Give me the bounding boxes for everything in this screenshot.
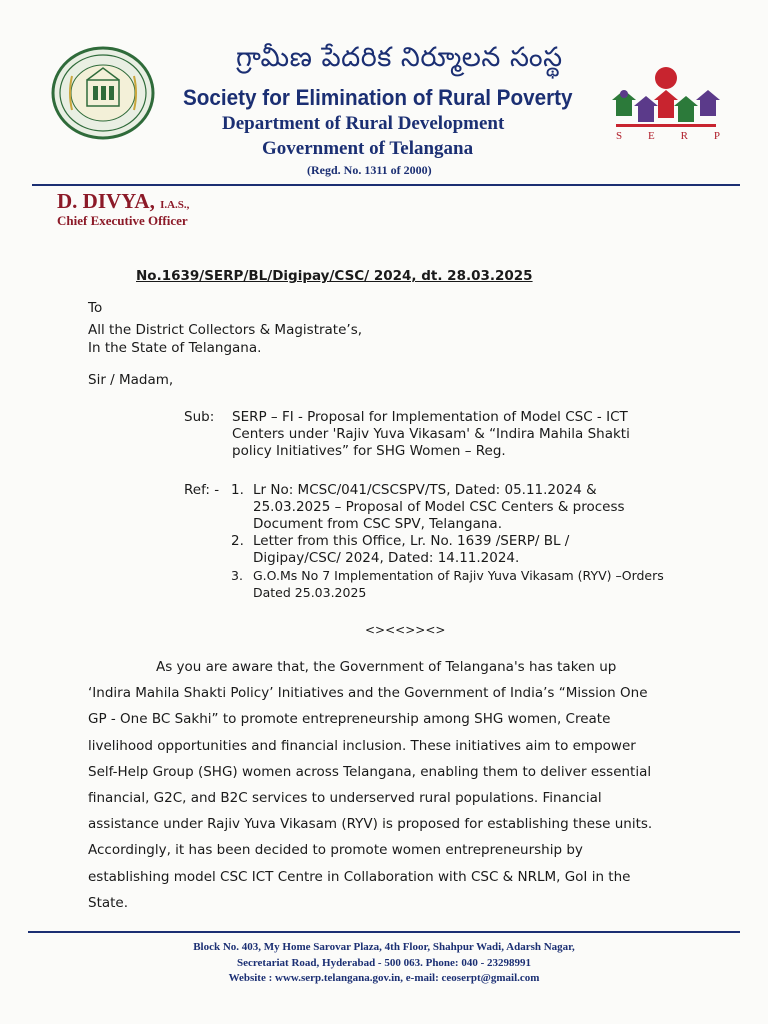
reference-line: G.O.Ms No 7 Implementation of Rajiv Yuva Vikasam (RYV) –Orders: [253, 568, 664, 583]
subject-line: policy Initiatives” for SHG Women – Reg.: [232, 443, 506, 459]
subject-line: SERP – FI - Proposal for Implementation of Model CSC - ICT: [232, 409, 628, 425]
officer-designation: Chief Executive Officer: [57, 213, 188, 228]
salutation: Sir / Madam,: [88, 372, 174, 388]
reference-number: 2.: [231, 533, 244, 549]
reference-item: [231, 482, 664, 533]
officer-name: [57, 189, 189, 214]
body-line: establishing model CSC ICT Centre in Collaboration with CSC & NRLM, GoI in the: [88, 868, 631, 885]
registration-number: (Regd. No. 1311 of 2000): [307, 163, 432, 177]
officer-name-text: D. DIVYA,: [57, 189, 155, 213]
footer-line: Block No. 403, My Home Sarovar Plaza, 4th Floor, Shahpur Wadi, Adarsh Nagar,: [193, 941, 575, 953]
addressee-line: All the District Collectors & Magistrate’s,: [88, 322, 363, 338]
footer-divider: [28, 931, 740, 933]
reference-line: Document from CSC SPV, Telangana.: [253, 516, 502, 532]
reference-item: [231, 533, 664, 567]
officer-suffix: I.A.S.,: [160, 199, 190, 211]
to-label: To: [88, 300, 103, 316]
reference-number: 3.: [231, 568, 243, 583]
department-name: Department of Rural Development: [222, 113, 505, 134]
reference-line: Lr No: MCSC/041/CSCSPV/TS, Dated: 05.11.2024 &: [253, 482, 597, 498]
body-line: livelihood opportunities and financial inclusion. These initiatives aim to empower: [88, 737, 636, 754]
addressee-line: In the State of Telangana.: [88, 340, 262, 356]
reference-text: [253, 482, 625, 533]
body-line: State.: [88, 894, 129, 911]
serp-letter: P: [713, 130, 720, 142]
header-divider: [32, 184, 740, 186]
reference-list: [231, 482, 664, 601]
subject-line: Centers under 'Rajiv Yuva Vikasam' & “Indira Mahila Shakti: [232, 426, 630, 442]
footer-address: [0, 940, 768, 987]
body-line: Accordingly, it has been decided to promote women entrepreneurship by: [88, 842, 583, 859]
reference-label: Ref: -: [184, 482, 220, 498]
reference-line: Dated 25.03.2025: [253, 585, 367, 600]
serp-logo-letters: [616, 130, 720, 142]
serp-letter: S: [616, 130, 623, 142]
subject-label: Sub:: [184, 409, 215, 425]
reference-line: Digipay/CSC/ 2024, Dated: 14.11.2024.: [253, 550, 520, 566]
letter-reference-number: No.1639/SERP/BL/Digipay/CSC/ 2024, dt. 28.03.2025: [136, 268, 533, 284]
organization-name: Society for Elimination of Rural Poverty: [183, 85, 573, 110]
telugu-title: గ్రామీణ పేదరిక నిర్మూలన సంస్థ: [236, 42, 563, 73]
body-line: ‘Indira Mahila Shakti Policy’ Initiatives and the Government of India’s “Mission One: [88, 685, 648, 702]
telangana-emblem-icon: [50, 46, 156, 140]
body-line: financial, G2C, and B2C services to underserved rural populations. Financial: [88, 790, 602, 807]
reference-line: Letter from this Office, Lr. No. 1639 /SERP/ BL /: [253, 533, 570, 549]
section-separator: <><<>><>: [365, 623, 446, 637]
body-line: assistance under Rajiv Yuva Vikasam (RYV) is proposed for establishing these units.: [88, 816, 653, 833]
reference-text: [253, 533, 569, 567]
subject-text: [232, 409, 630, 460]
body-line: Self-Help Group (SHG) women across Telangana, enabling them to deliver essential: [88, 763, 652, 780]
reference-line: 25.03.2025 – Proposal of Model CSC Centers & process: [253, 499, 625, 515]
government-name: Government of Telangana: [262, 138, 474, 159]
body-line: As you are aware that, the Government of Telangana's has taken up: [156, 659, 617, 675]
body-line: GP - One BC Sakhi” to promote entrepreneurship among SHG women, Create: [88, 711, 611, 728]
reference-text: [253, 567, 664, 601]
serp-letter: R: [680, 130, 688, 142]
letter-body: [88, 654, 688, 916]
reference-number: 1.: [231, 482, 244, 498]
reference-item: [231, 567, 664, 601]
serp-letter: E: [648, 130, 655, 142]
footer-line: Website : www.serp.telangana.gov.in, e-mail: ceoserpt@gmail.com: [228, 972, 540, 984]
footer-line: Secretariat Road, Hyderabad - 500 063. Phone: 040 - 23298991: [236, 956, 532, 969]
